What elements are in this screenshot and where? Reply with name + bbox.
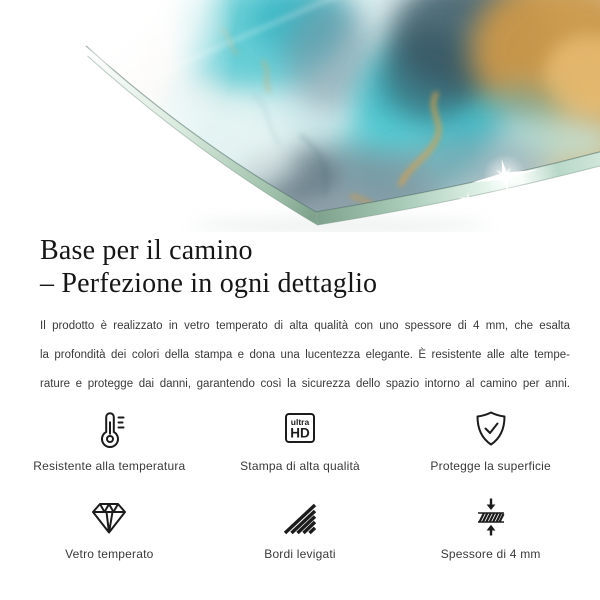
beveled-edge-icon: [278, 495, 322, 539]
feature-print-quality: [205, 407, 396, 473]
shield-check-icon: [469, 407, 513, 451]
feature-label: Vetro temperato: [65, 547, 154, 561]
ultra-hd-icon-text-bottom: HD: [290, 425, 310, 441]
thickness-icon: [469, 495, 513, 539]
page-title-line1: Base per il camino: [40, 235, 253, 266]
description-line: Il prodotto è realizzato in vetro temperato di alta qualità con uno spessore di 4 mm, che esalta: [40, 320, 570, 332]
ultra-hd-icon-text-top: ultra: [290, 417, 310, 427]
feature-temperature: [14, 407, 205, 473]
diamond-icon: [87, 495, 131, 539]
product-description: [40, 312, 570, 399]
feature-polished-edges: [205, 495, 396, 561]
feature-tempered-glass: [14, 495, 205, 561]
thermometer-icon: [87, 407, 131, 451]
feature-label: Bordi levigati: [264, 547, 336, 561]
page-title: [40, 234, 560, 300]
feature-surface-protection: [395, 407, 586, 473]
feature-label: Resistente alla temperatura: [33, 459, 186, 473]
features-grid: [0, 407, 600, 561]
description-line: rature e protegge dai danni, garantendo così la sicurezza dello spazio intorno al camino per anni.: [40, 378, 570, 390]
page-title-line2: – Perfezione in ogni dettaglio: [40, 268, 378, 299]
feature-thickness: [395, 495, 586, 561]
feature-label: Protegge la superficie: [430, 459, 551, 473]
glass-panel-illustration: [0, 0, 600, 232]
description-line: la profondità dei colori della stampa e dona una lucentezza elegante. È resistente alle alte tempe-: [40, 349, 570, 361]
ultra-hd-icon: [278, 407, 322, 451]
product-image: [0, 0, 600, 232]
feature-label: Spessore di 4 mm: [440, 547, 541, 561]
feature-label: Stampa di alta qualità: [240, 459, 360, 473]
